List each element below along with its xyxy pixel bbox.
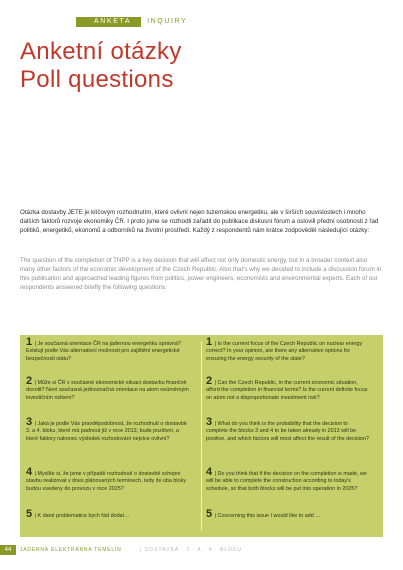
question-text: | Can the Czech Republic, in the current economic situation, afford the completion in financial terms? Is the current definite focus on atom not a disproportionate investment risk? <box>206 380 368 401</box>
question-number: 1 <box>206 336 213 348</box>
page-footer <box>0 545 403 555</box>
question-text: | Do you think that if the decision on the completion is made, we will be able to complete the construction according to today's schedule, so that both blocks will be put into operation in 2025? <box>206 471 367 492</box>
question-number: 5 <box>206 508 213 520</box>
question-number: 4 <box>206 466 213 478</box>
question-text: | K dané problematice bych řád dodal… <box>34 513 130 519</box>
question-item-cz <box>26 375 191 402</box>
page-number: 44 <box>0 545 16 555</box>
question-item-cz <box>26 416 191 443</box>
section-tag-cz: ANKETA <box>76 17 141 27</box>
question-item-cz <box>26 336 191 363</box>
section-tag-en: INQUIRY <box>141 17 193 27</box>
question-number: 3 <box>26 416 33 428</box>
column-divider <box>201 341 202 531</box>
questions-box <box>20 335 383 537</box>
question-number: 5 <box>26 508 33 520</box>
question-number: 1 <box>26 336 33 348</box>
question-text: | Concerning this issue I would like to add … <box>214 513 321 519</box>
question-item-cz <box>26 466 191 493</box>
question-item-cz <box>26 508 191 520</box>
question-text: | Myslíte si, že jsme v případě rozhodnutí o dostavbě schopni stavbu realizovat v dnes plánovaných termínech, tedy že oba bloky budou uvedeny do provozu v roce 2025? <box>26 471 187 492</box>
footer-issue-label: | DOSTAVBA · 3 · A · 4 · BLOKU <box>140 547 242 553</box>
question-number: 2 <box>26 375 33 387</box>
intro-paragraph-en: The question of the completion of TNPP is a key decision that will affect not only domestic energy, but in a broader context also many other factors of the economic development of the Czech Republic. Also that's why we decided to include a discussion forum in this publication and approached leading figures from politics, power engineers, economists and environmental experts. Each of our respondents answered briefly the following questions: <box>20 257 382 291</box>
intro-paragraph-cz: Otázka dostavby JETE je klíčovým rozhodnutím, které ovlivní nejen tuzemskou energetiku, ale v širších souvislostech i mnoho dalších faktorů rozvoje ekonomiky ČR. I proto jsme se rozhodli zařadit do publikace diskusní fórum a oslovili přední osobnosti z řad politiků, energetiků, ekonomů a odborníků na životní prostředí. Každý z respondentů nám krátce zodpověděl následující otázky: <box>20 209 379 234</box>
question-text: | Is the current focus of the Czech Republic on nuclear energy correct? In your opinion, are there any alternative options for ensuring the energy security of the state? <box>206 341 363 362</box>
question-number: 4 <box>26 466 33 478</box>
question-item-en <box>206 466 371 493</box>
question-item-en <box>206 508 371 520</box>
question-item-en <box>206 416 371 443</box>
question-text: | Je současná orientace ČR na jadernou energetiku správná? Existují podle Vás alternativní možnosti pro zajištění energetické bezpečnosti státu? <box>26 341 182 362</box>
question-text: | Může si ČR v současné ekonomické situaci dostavbu finančně dovolit? Není současná jednoznačná orientace na atom neúměrným investičním rizikem? <box>26 380 189 401</box>
question-item-en <box>206 375 371 402</box>
question-text: | Jaká je podle Vás pravděpodobnost, že rozhodnutí o dostavbě 3. a 4. bloku, které má padnout již v roce 2013, bude pozitivní, a které faktory nakonec výsledek rozhodování nejvíce ovlivní? <box>26 421 187 442</box>
question-item-en <box>206 336 371 363</box>
section-tag <box>76 17 193 27</box>
question-text: | What do you think is the probability that the decision to complete the blocks 3 and 4 to be taken already in 2013 will be positive, and which factors will most affect the result of the decision? <box>206 421 369 442</box>
page-title-cz: Anketní otázky <box>20 38 182 65</box>
footer-publication-title: JADERNÁ ELEKTRÁRNA TEMELÍN <box>20 547 122 553</box>
question-number: 3 <box>206 416 213 428</box>
question-number: 2 <box>206 375 213 387</box>
page-title-en: Poll questions <box>20 66 174 93</box>
